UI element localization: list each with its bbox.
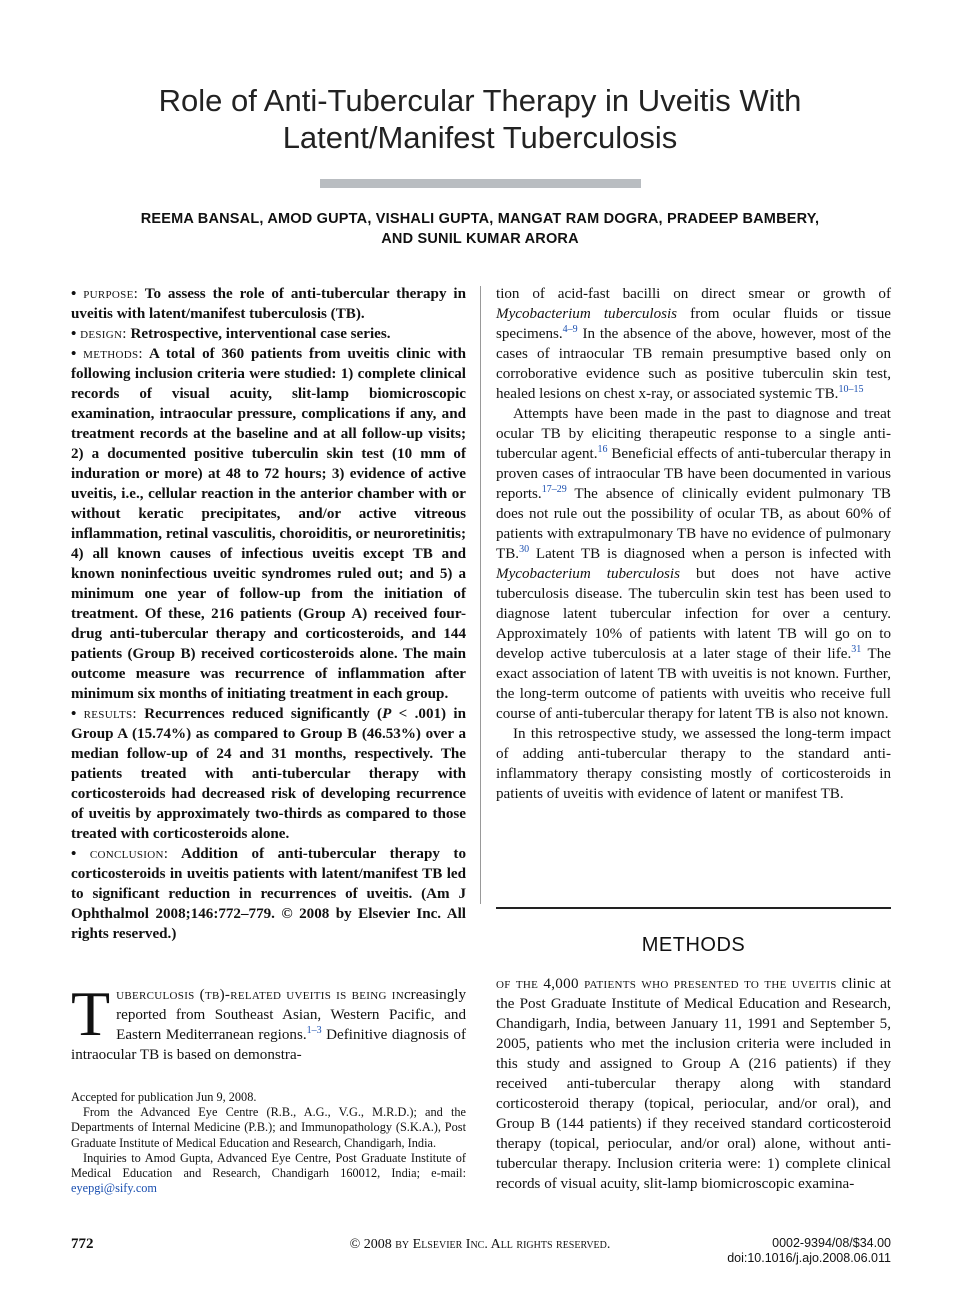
- citation-link[interactable]: 31: [851, 643, 862, 655]
- copyright-line: © 2008 by Elsevier Inc. All rights reserved.: [349, 1237, 611, 1252]
- abstract: [71, 284, 466, 944]
- text: from ocular fluids or tissue specimens.: [496, 306, 891, 342]
- abstract-conclusion: [71, 844, 466, 944]
- intro-lead: uberculosis (tb)-related uveitis is being in: [116, 987, 404, 1003]
- footnote-inquiries: [71, 1151, 466, 1197]
- authors-line-2: AND SUNIL KUMAR ARORA: [381, 231, 579, 247]
- section-rule: [496, 907, 891, 909]
- bullet-icon: •: [71, 346, 77, 362]
- text: Beneficial effects of anti-tubercular therapy in proven cases of intraocular TB have been documented in various reports.: [496, 446, 891, 502]
- text: tion of acid-fast bacilli on direct smear or growth of: [496, 286, 891, 302]
- purpose-label: purpose:: [83, 286, 139, 302]
- design-text: Retrospective, interventional case series.: [130, 326, 391, 342]
- citation-link[interactable]: 30: [519, 543, 530, 555]
- purpose-text: To assess the role of anti-tubercular therapy in uveitis with latent/manifest tuberculosis (TB).: [71, 286, 466, 322]
- page-number: 772: [71, 1236, 94, 1252]
- issn-price: 0002-9394/08/$34.00: [772, 1236, 891, 1250]
- email-link[interactable]: eyepgi@sify.com: [71, 1181, 157, 1196]
- abstract-design: [71, 324, 466, 344]
- paragraph-2: [496, 404, 891, 724]
- introduction: [71, 978, 467, 1065]
- column-divider: [480, 286, 481, 904]
- title-underline-bar: [320, 179, 641, 188]
- methods-lead: of the 4,000 patients who presented to the uveitis: [496, 976, 837, 992]
- species-name: Mycobacterium tuberculosis: [496, 566, 680, 582]
- authors-line-1: REEMA BANSAL, AMOD GUPTA, VISHALI GUPTA, MANGAT RAM DOGRA, PRADEEP BAMBERY,: [140, 211, 820, 227]
- conclusion-label: conclusion:: [89, 846, 169, 862]
- footnotes: [71, 1090, 466, 1196]
- footnote-affiliations: From the Advanced Eye Centre (R.B., A.G., V.G., M.R.D.); and the Departments of Internal Medicine (P.B.); and Immunopathology (S.K.A.), Post Graduate Institute of Medical Education and Research, Chandigarh, India.: [71, 1105, 466, 1150]
- results-text-b: < .001) in Group A (15.74%) as compared to Group B (46.53%) over a median follow-up of 24 and 31 months, respectively. The patients treated with anti-tubercular therapy with corticosteroids had decreased risk of developing recurrence of uveitis by approximately two-thirds as compared to those treated with corticosteroids alone.: [71, 706, 467, 842]
- citation-link[interactable]: 4–9: [562, 323, 578, 335]
- intro-text-a: creasingly reported from Southeast Asian, Western Pacific, and Eastern Mediterranean regions.: [116, 987, 466, 1043]
- methods-body: clinic at the Post Graduate Institute of Medical Education and Research, Chandigarh, India, between January 11, 1991 and September 5, 2005, patients who met the inclusion criteria were included in this study and assigned to Group A (216 patients) if they received anti-tubercular therapy along with standard corticosteroid therapy (topical, periocular, and/or oral), and Group B (144 patients) if they received standard corticosteroid therapy (topical, periocular, and/or oral) alone, without anti-tubercular therapy. Inclusion criteria were: 1) complete clinical records of visual acuity, slit-lamp biomicroscopic examina-: [496, 976, 892, 1192]
- methods-heading: METHODS: [641, 934, 746, 956]
- methods-text: A total of 360 patients from uveitis clinic with following inclusion criteria were studied: 1) complete clinical records of visual acuity, slit-lamp biomicroscopic examination, intraocular pressure, complications if any, and treatment records at the baseline and at all follow-up visits; 2) a documented positive tuberculin skin test (10 mm of induration or more) at 48 to 72 hours; 3) evidence of active uveitis, i.e., cellular reaction in the anterior chamber with or without keratic precipitates, and/or active vitreous inflammation, retinal vasculitis, choroiditis, or neuroretinitis; 4) all known causes of infectious uveitis except TB and known noninfectious uveitic syndromes ruled out; and 5) a minimum one year of follow-up from the initiation of treatment. Of these, 216 patients (Group A) received four-drug anti-tubercular therapy and corticosteroids, and 144 patients (Group B) received corticosteroids alone. The main outcome measure was recurrence of inflammation after minimum six months of initiating treatment in each group.: [71, 346, 466, 702]
- paragraph-1: [496, 284, 891, 404]
- author-list: [80, 209, 880, 249]
- citation-link[interactable]: 17–29: [541, 483, 567, 495]
- species-name: Mycobacterium tuberculosis: [496, 306, 678, 322]
- citation-link[interactable]: 16: [597, 443, 608, 455]
- paragraph-3: In this retrospective study, we assessed the long-term impact of adding anti-tubercular therapy to the standard anti-inflammatory therapy consisting mostly of corticosteroids in patients of uveitis with evidence of latent or manifest TB.: [496, 726, 891, 802]
- article-identifiers: [640, 1236, 891, 1266]
- results-p-symbol: P: [382, 706, 392, 722]
- inquiries-text: Inquiries to Amod Gupta, Advanced Eye Centre, Post Graduate Institute of Medical Education and Research, Chandigarh 160012, India; e-mail:: [71, 1150, 466, 1181]
- conclusion-text: Addition of anti-tubercular therapy to corticosteroids in uveitis patients with latent/manifest TB led to significant reduction in recurrences of uveitis. (Am J Ophthalmol 2008;146:772–779. © 2008 by Elsevier Inc. All rights reserved.): [71, 846, 466, 942]
- methods-label: methods:: [83, 346, 143, 362]
- citation-link[interactable]: 10–15: [838, 383, 864, 395]
- abstract-purpose: [71, 284, 466, 324]
- results-label: results:: [83, 706, 137, 722]
- citation-link[interactable]: 1–3: [306, 1024, 322, 1036]
- bullet-icon: •: [71, 706, 77, 722]
- bullet-icon: •: [71, 846, 77, 862]
- bullet-icon: •: [71, 286, 77, 302]
- text: In the absence of the above, however, most of the cases of intraocular TB remain presumptive based only on corroborative evidence such as positive tuberculin skin test, healed lesions on chest x-ray, or associated systemic TB.: [496, 326, 891, 402]
- title-line-1: Role of Anti-Tubercular Therapy in Uveitis With: [158, 83, 802, 118]
- title-line-2: Latent/Manifest Tuberculosis: [282, 120, 678, 155]
- methods-section: [496, 974, 891, 1194]
- text: Attempts have been made in the past to diagnose and treat ocular TB by eliciting therapeutic response to a single anti-tubercular agent.: [496, 406, 891, 462]
- footnote-accepted: Accepted for publication Jun 9, 2008.: [71, 1090, 257, 1104]
- abstract-results: [71, 704, 466, 844]
- bullet-icon: •: [71, 326, 77, 342]
- results-text-a: Recurrences reduced significantly (: [144, 706, 383, 722]
- drop-cap: T: [71, 978, 111, 1049]
- text: Latent TB is diagnosed when a person is infected with: [529, 546, 891, 562]
- right-column-text: [496, 284, 891, 804]
- text: but does not have active tuberculosis disease. The tuberculin skin test has been used to diagnose latent tubercular infection for over a century. Approximately 10% of patients with latent TB will go on to develop active tuberculosis at a later stage of their life.: [496, 566, 891, 662]
- doi[interactable]: doi:10.1016/j.ajo.2008.06.011: [727, 1251, 891, 1265]
- design-label: design:: [80, 326, 127, 342]
- text: The exact association of latent TB with uveitis is not known. Further, the long-term outcome of patients with uveitis who receive full course of anti-tubercular therapy for latent TB is also not known.: [496, 646, 892, 722]
- article-title: [80, 82, 880, 156]
- abstract-methods: [71, 344, 466, 704]
- text: The absence of clinically evident pulmonary TB does not rule out the possibility of ocular TB, as about 60% of patients with extrapulmonary TB have no evidence of pulmonary TB.: [496, 486, 891, 562]
- intro-text-b: Definitive diagnosis of intraocular TB is based on demonstra-: [71, 1027, 467, 1063]
